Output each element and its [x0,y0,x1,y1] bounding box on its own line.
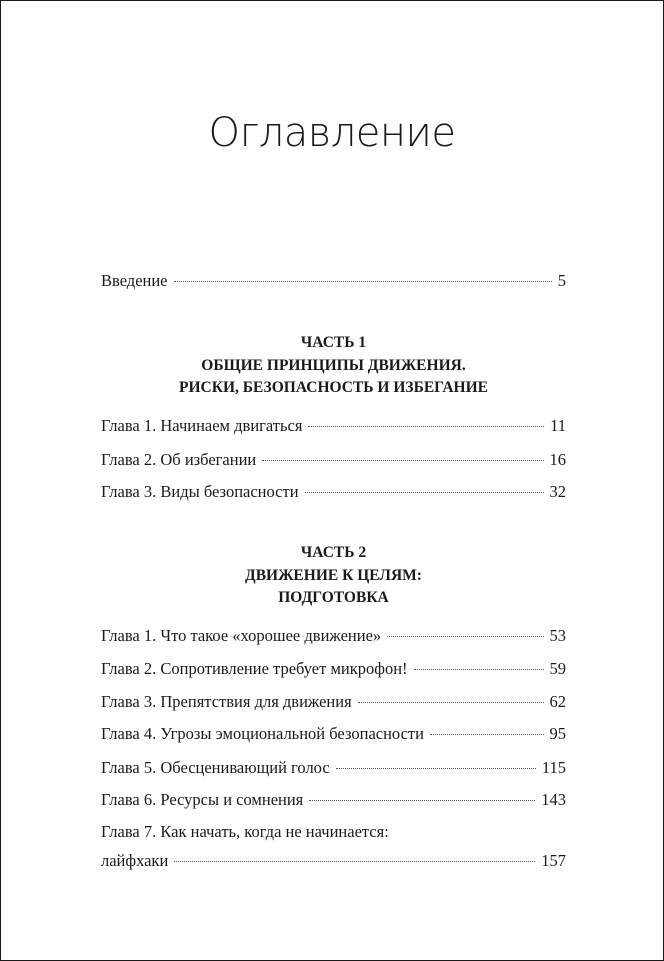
part-1-heading [101,332,566,400]
dot-leader [358,702,544,703]
toc-entry-page: 157 [541,851,566,870]
dot-leader [336,768,536,769]
toc-entry-label: Глава 1. Начинаем двигаться [101,416,303,435]
toc-entry-intro[interactable] [101,270,566,292]
toc-entry-label: Глава 5. Обесценивающий голос [101,758,330,777]
dot-leader [309,800,535,801]
toc-entry-part2-ch2[interactable] [101,658,566,680]
toc-entry-part1-ch2[interactable] [101,449,566,471]
toc-entry-part1-ch1[interactable] [101,415,566,437]
toc-entry-label: Глава 3. Препятствия для движения [101,692,352,711]
dot-leader [305,492,544,493]
toc-entry-page: 5 [557,271,566,290]
toc-entry-label: Введение [101,271,168,290]
part-1-number: ЧАСТЬ 1 [300,334,367,351]
toc-entry-page: 32 [549,482,566,501]
part-1-title-line-2: РИСКИ, БЕЗОПАСНОСТЬ И ИЗБЕГАНИЕ [179,379,488,396]
toc-entry-label: Глава 3. Виды безопасности [101,482,299,501]
part-2-title-line-2: ПОДГОТОВКА [278,589,389,606]
toc-entry-label: Глава 2. Сопротивление требует микрофон! [101,659,408,678]
dot-leader [387,636,543,637]
toc-entry-page: 62 [549,692,566,711]
dot-leader [414,669,544,670]
toc-entry-label-line-1: Глава 7. Как начать, когда не начинается: [101,822,389,841]
toc-entry-label: Глава 4. Угрозы эмоциональной безопасности [101,724,424,743]
dot-leader [174,281,552,282]
dot-leader [262,460,543,461]
toc-entry-page: 115 [541,758,566,777]
toc-entry-part2-ch3[interactable] [101,691,566,713]
part-2-heading [101,542,566,610]
toc-entry-page: 11 [550,416,566,435]
part-1-title-line-1: ОБЩИЕ ПРИНЦИПЫ ДВИЖЕНИЯ. [201,356,466,374]
toc-entry-page: 143 [541,790,566,809]
dot-leader [308,426,544,427]
toc-entry-label: Глава 2. Об избегании [101,450,257,469]
toc-entry-part2-ch7[interactable] [101,821,566,872]
toc-entry-label-line-2: лайфхаки [101,851,169,870]
part-2-number: ЧАСТЬ 2 [300,544,367,561]
toc-entry-label: Глава 6. Ресурсы и сомнения [101,790,304,809]
toc-entry-label: Глава 1. Что такое «хорошее движение» [101,626,382,645]
dot-leader [174,861,535,862]
toc-entry-second-row [101,850,566,872]
page-title: Оглавление [208,110,456,156]
toc-entry-part2-ch1[interactable] [101,625,566,647]
toc-entry-part2-ch5[interactable] [101,757,566,779]
part-2-title-line-1: ДВИЖЕНИЕ К ЦЕЛЯМ: [245,566,422,584]
toc-entry-part1-ch3[interactable] [101,481,566,503]
toc-entry-page: 95 [549,724,566,743]
toc-entry-part2-ch6[interactable] [101,789,566,811]
toc-entry-page: 16 [549,450,566,469]
toc-entry-page: 53 [549,626,566,645]
toc-entry-part2-ch4[interactable] [101,723,566,745]
toc-entry-page: 59 [549,659,566,678]
dot-leader [430,734,544,735]
